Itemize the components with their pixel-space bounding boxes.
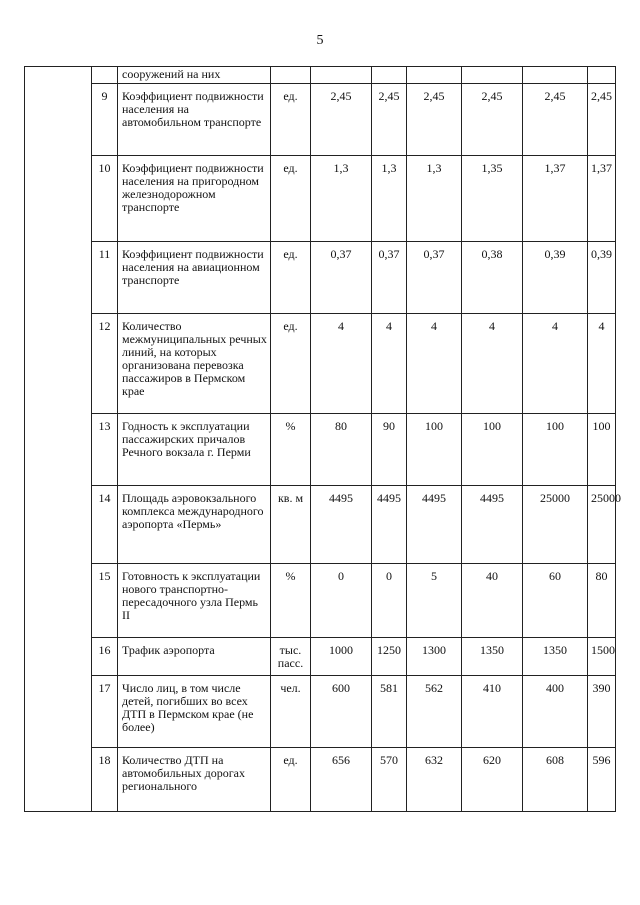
value-year-6: 596 <box>588 748 616 812</box>
value-year-2: 1,3 <box>372 156 407 242</box>
value-year-2: 570 <box>372 748 407 812</box>
value-year-2: 1250 <box>372 638 407 676</box>
value-year-6 <box>588 67 616 84</box>
value-year-5: 400 <box>523 676 588 748</box>
value-year-1: 2,45 <box>311 84 372 156</box>
unit-of-measure: кв. м <box>271 486 311 564</box>
value-year-5: 100 <box>523 414 588 486</box>
value-year-4: 410 <box>462 676 523 748</box>
indicator-name: Коэффициент подвижности населения на авиационном транспорте <box>118 242 271 314</box>
value-year-3: 562 <box>407 676 462 748</box>
value-year-3: 632 <box>407 748 462 812</box>
table-row <box>25 414 616 486</box>
value-year-2 <box>372 67 407 84</box>
value-year-4: 4495 <box>462 486 523 564</box>
value-year-6: 25000 <box>588 486 616 564</box>
value-year-3: 1,3 <box>407 156 462 242</box>
value-year-1: 0 <box>311 564 372 638</box>
value-year-4: 1350 <box>462 638 523 676</box>
table-row <box>25 748 616 812</box>
value-year-2: 2,45 <box>372 84 407 156</box>
value-year-4: 40 <box>462 564 523 638</box>
value-year-5: 2,45 <box>523 84 588 156</box>
value-year-6: 1500 <box>588 638 616 676</box>
indicator-name: сооружений на них <box>118 67 271 84</box>
table-row <box>25 84 616 156</box>
value-year-6: 390 <box>588 676 616 748</box>
value-year-5: 0,39 <box>523 242 588 314</box>
indicator-name: Количество межмуниципальных речных линий, на которых организована перевозка пассажиров в Пермском крае <box>118 314 271 414</box>
row-number: 13 <box>92 414 118 486</box>
value-year-1: 600 <box>311 676 372 748</box>
value-year-5: 1350 <box>523 638 588 676</box>
value-year-3: 2,45 <box>407 84 462 156</box>
value-year-3: 1300 <box>407 638 462 676</box>
value-year-4: 4 <box>462 314 523 414</box>
value-year-2: 90 <box>372 414 407 486</box>
value-year-4: 620 <box>462 748 523 812</box>
indicator-name: Число лиц, в том числе детей, погибших во всех ДТП в Пермском крае (не более) <box>118 676 271 748</box>
page-number: 5 <box>316 33 324 48</box>
table-row <box>25 486 616 564</box>
table-row <box>25 638 616 676</box>
unit-of-measure: ед. <box>271 748 311 812</box>
value-year-6: 4 <box>588 314 616 414</box>
row-number: 11 <box>92 242 118 314</box>
value-year-5: 4 <box>523 314 588 414</box>
indicator-name: Трафик аэропорта <box>118 638 271 676</box>
row-number: 14 <box>92 486 118 564</box>
unit-of-measure: ед. <box>271 314 311 414</box>
value-year-3: 100 <box>407 414 462 486</box>
value-year-5: 25000 <box>523 486 588 564</box>
indicator-name: Коэффициент подвижности населения на пригородном железнодорожном транспорте <box>118 156 271 242</box>
unit-of-measure <box>271 67 311 84</box>
value-year-1: 4495 <box>311 486 372 564</box>
value-year-6: 80 <box>588 564 616 638</box>
value-year-3: 4495 <box>407 486 462 564</box>
table-row <box>25 314 616 414</box>
unit-of-measure: % <box>271 414 311 486</box>
value-year-6: 1,37 <box>588 156 616 242</box>
unit-of-measure: ед. <box>271 84 311 156</box>
row-number: 17 <box>92 676 118 748</box>
value-year-2: 0 <box>372 564 407 638</box>
table-row <box>25 676 616 748</box>
value-year-1: 80 <box>311 414 372 486</box>
value-year-1: 1,3 <box>311 156 372 242</box>
value-year-1: 656 <box>311 748 372 812</box>
table-row <box>25 242 616 314</box>
table-row <box>25 156 616 242</box>
value-year-5 <box>523 67 588 84</box>
value-year-6: 100 <box>588 414 616 486</box>
unit-of-measure: чел. <box>271 676 311 748</box>
value-year-2: 4 <box>372 314 407 414</box>
indicator-name: Количество ДТП на автомобильных дорогах регионального <box>118 748 271 812</box>
value-year-1 <box>311 67 372 84</box>
row-number: 16 <box>92 638 118 676</box>
value-year-3 <box>407 67 462 84</box>
value-year-3: 0,37 <box>407 242 462 314</box>
value-year-4: 1,35 <box>462 156 523 242</box>
indicator-name: Готовность к эксплуатации нового транспортно-пересадочного узла Пермь II <box>118 564 271 638</box>
value-year-4: 2,45 <box>462 84 523 156</box>
value-year-4: 0,38 <box>462 242 523 314</box>
value-year-2: 4495 <box>372 486 407 564</box>
row-number: 18 <box>92 748 118 812</box>
value-year-4: 100 <box>462 414 523 486</box>
value-year-3: 5 <box>407 564 462 638</box>
row-number: 12 <box>92 314 118 414</box>
value-year-2: 581 <box>372 676 407 748</box>
value-year-5: 60 <box>523 564 588 638</box>
value-year-5: 608 <box>523 748 588 812</box>
row-number: 10 <box>92 156 118 242</box>
unit-of-measure: % <box>271 564 311 638</box>
row-number: 15 <box>92 564 118 638</box>
value-year-6: 0,39 <box>588 242 616 314</box>
value-year-1: 1000 <box>311 638 372 676</box>
value-year-4 <box>462 67 523 84</box>
row-number <box>92 67 118 84</box>
row-number: 9 <box>92 84 118 156</box>
value-year-1: 0,37 <box>311 242 372 314</box>
table-row <box>25 67 616 84</box>
value-year-2: 0,37 <box>372 242 407 314</box>
value-year-1: 4 <box>311 314 372 414</box>
indicators-table <box>24 66 621 812</box>
indicator-name: Площадь аэровокзального комплекса международного аэропорта «Пермь» <box>118 486 271 564</box>
value-year-3: 4 <box>407 314 462 414</box>
unit-of-measure: ед. <box>271 242 311 314</box>
indicator-name: Годность к эксплуатации пассажирских причалов Речного вокзала г. Перми <box>118 414 271 486</box>
indicator-name: Коэффициент подвижности населения на автомобильном транспорте <box>118 84 271 156</box>
unit-of-measure: ед. <box>271 156 311 242</box>
value-year-6: 2,45 <box>588 84 616 156</box>
left-blank-column <box>25 67 92 812</box>
value-year-5: 1,37 <box>523 156 588 242</box>
unit-of-measure: тыс. пасс. <box>271 638 311 676</box>
table-row <box>25 564 616 638</box>
